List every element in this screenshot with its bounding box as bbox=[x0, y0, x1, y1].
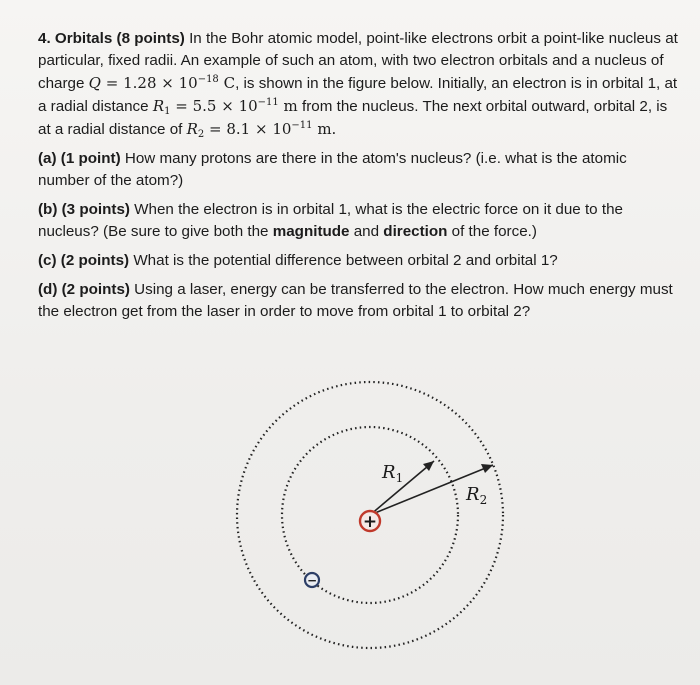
nucleus bbox=[360, 511, 380, 532]
r1-radius-line bbox=[370, 461, 434, 515]
part-c-label: (c) (2 points) bbox=[38, 252, 130, 269]
charge-equation: $Q = 1.28 \times 10^{-18}$ C bbox=[88, 74, 236, 92]
part-b-direction: direction bbox=[383, 223, 448, 240]
part-b bbox=[38, 199, 678, 243]
part-a-label: (a) (1 point) bbox=[38, 150, 121, 167]
part-a bbox=[38, 148, 678, 192]
orbital-diagram bbox=[230, 375, 510, 665]
part-c-text: What is the potential difference between orbital 2 and orbital 1? bbox=[129, 252, 558, 269]
bleed-through-text bbox=[60, 12, 64, 28]
part-b-label: (b) (3 points) bbox=[38, 201, 130, 218]
r2-label: $R_2$ bbox=[466, 484, 488, 507]
electron bbox=[305, 573, 319, 588]
part-b-text-end: of the force.) bbox=[447, 223, 537, 240]
problem-text bbox=[38, 28, 678, 323]
part-d bbox=[38, 279, 678, 323]
part-b-text: When the electron is in orbital 1, what is the electric force on it due to the nucleus? (Be sure to give both the bbox=[38, 201, 623, 240]
r2-equation: $R_2 = 8.1 \times 10^{-11}$ m. bbox=[186, 120, 337, 140]
part-a-text: How many protons are there in the atom's nucleus? (i.e. what is the atomic number of the atom?) bbox=[38, 150, 627, 189]
part-c bbox=[38, 250, 678, 272]
part-d-label: (d) (2 points) bbox=[38, 281, 130, 298]
part-d-text: Using a laser, energy can be transferred to the electron. How much energy must the electron get from the laser in order to move from orbital 1 to orbital 2? bbox=[38, 281, 673, 320]
electron-sign: − bbox=[306, 573, 318, 588]
intro-text-2: , is shown in the figure below. Initially, an electron is in orbital 1, at a radial distance bbox=[38, 75, 678, 115]
r1-equation: $R_1 = 5.5 \times 10^{-11}$ m bbox=[152, 97, 298, 117]
problem-intro bbox=[38, 28, 678, 141]
part-b-magnitude: magnitude bbox=[272, 223, 350, 240]
intro-text-1: In the Bohr atomic model, point-like electrons orbit a point-like nucleus at particular, fixed radii. An example of such an atom, with two electron orbitals and a nucleus of charge bbox=[38, 30, 678, 92]
problem-title: Orbitals (8 points) bbox=[54, 30, 185, 47]
nucleus-sign: + bbox=[362, 512, 378, 532]
intro-text-3: from the nucleus. The next orbital outward, orbital 2, is at a radial distance of bbox=[38, 98, 668, 138]
r1-label: $R_1$ bbox=[382, 462, 404, 485]
part-b-and: and bbox=[349, 223, 384, 240]
problem-number: 4. bbox=[38, 30, 51, 47]
